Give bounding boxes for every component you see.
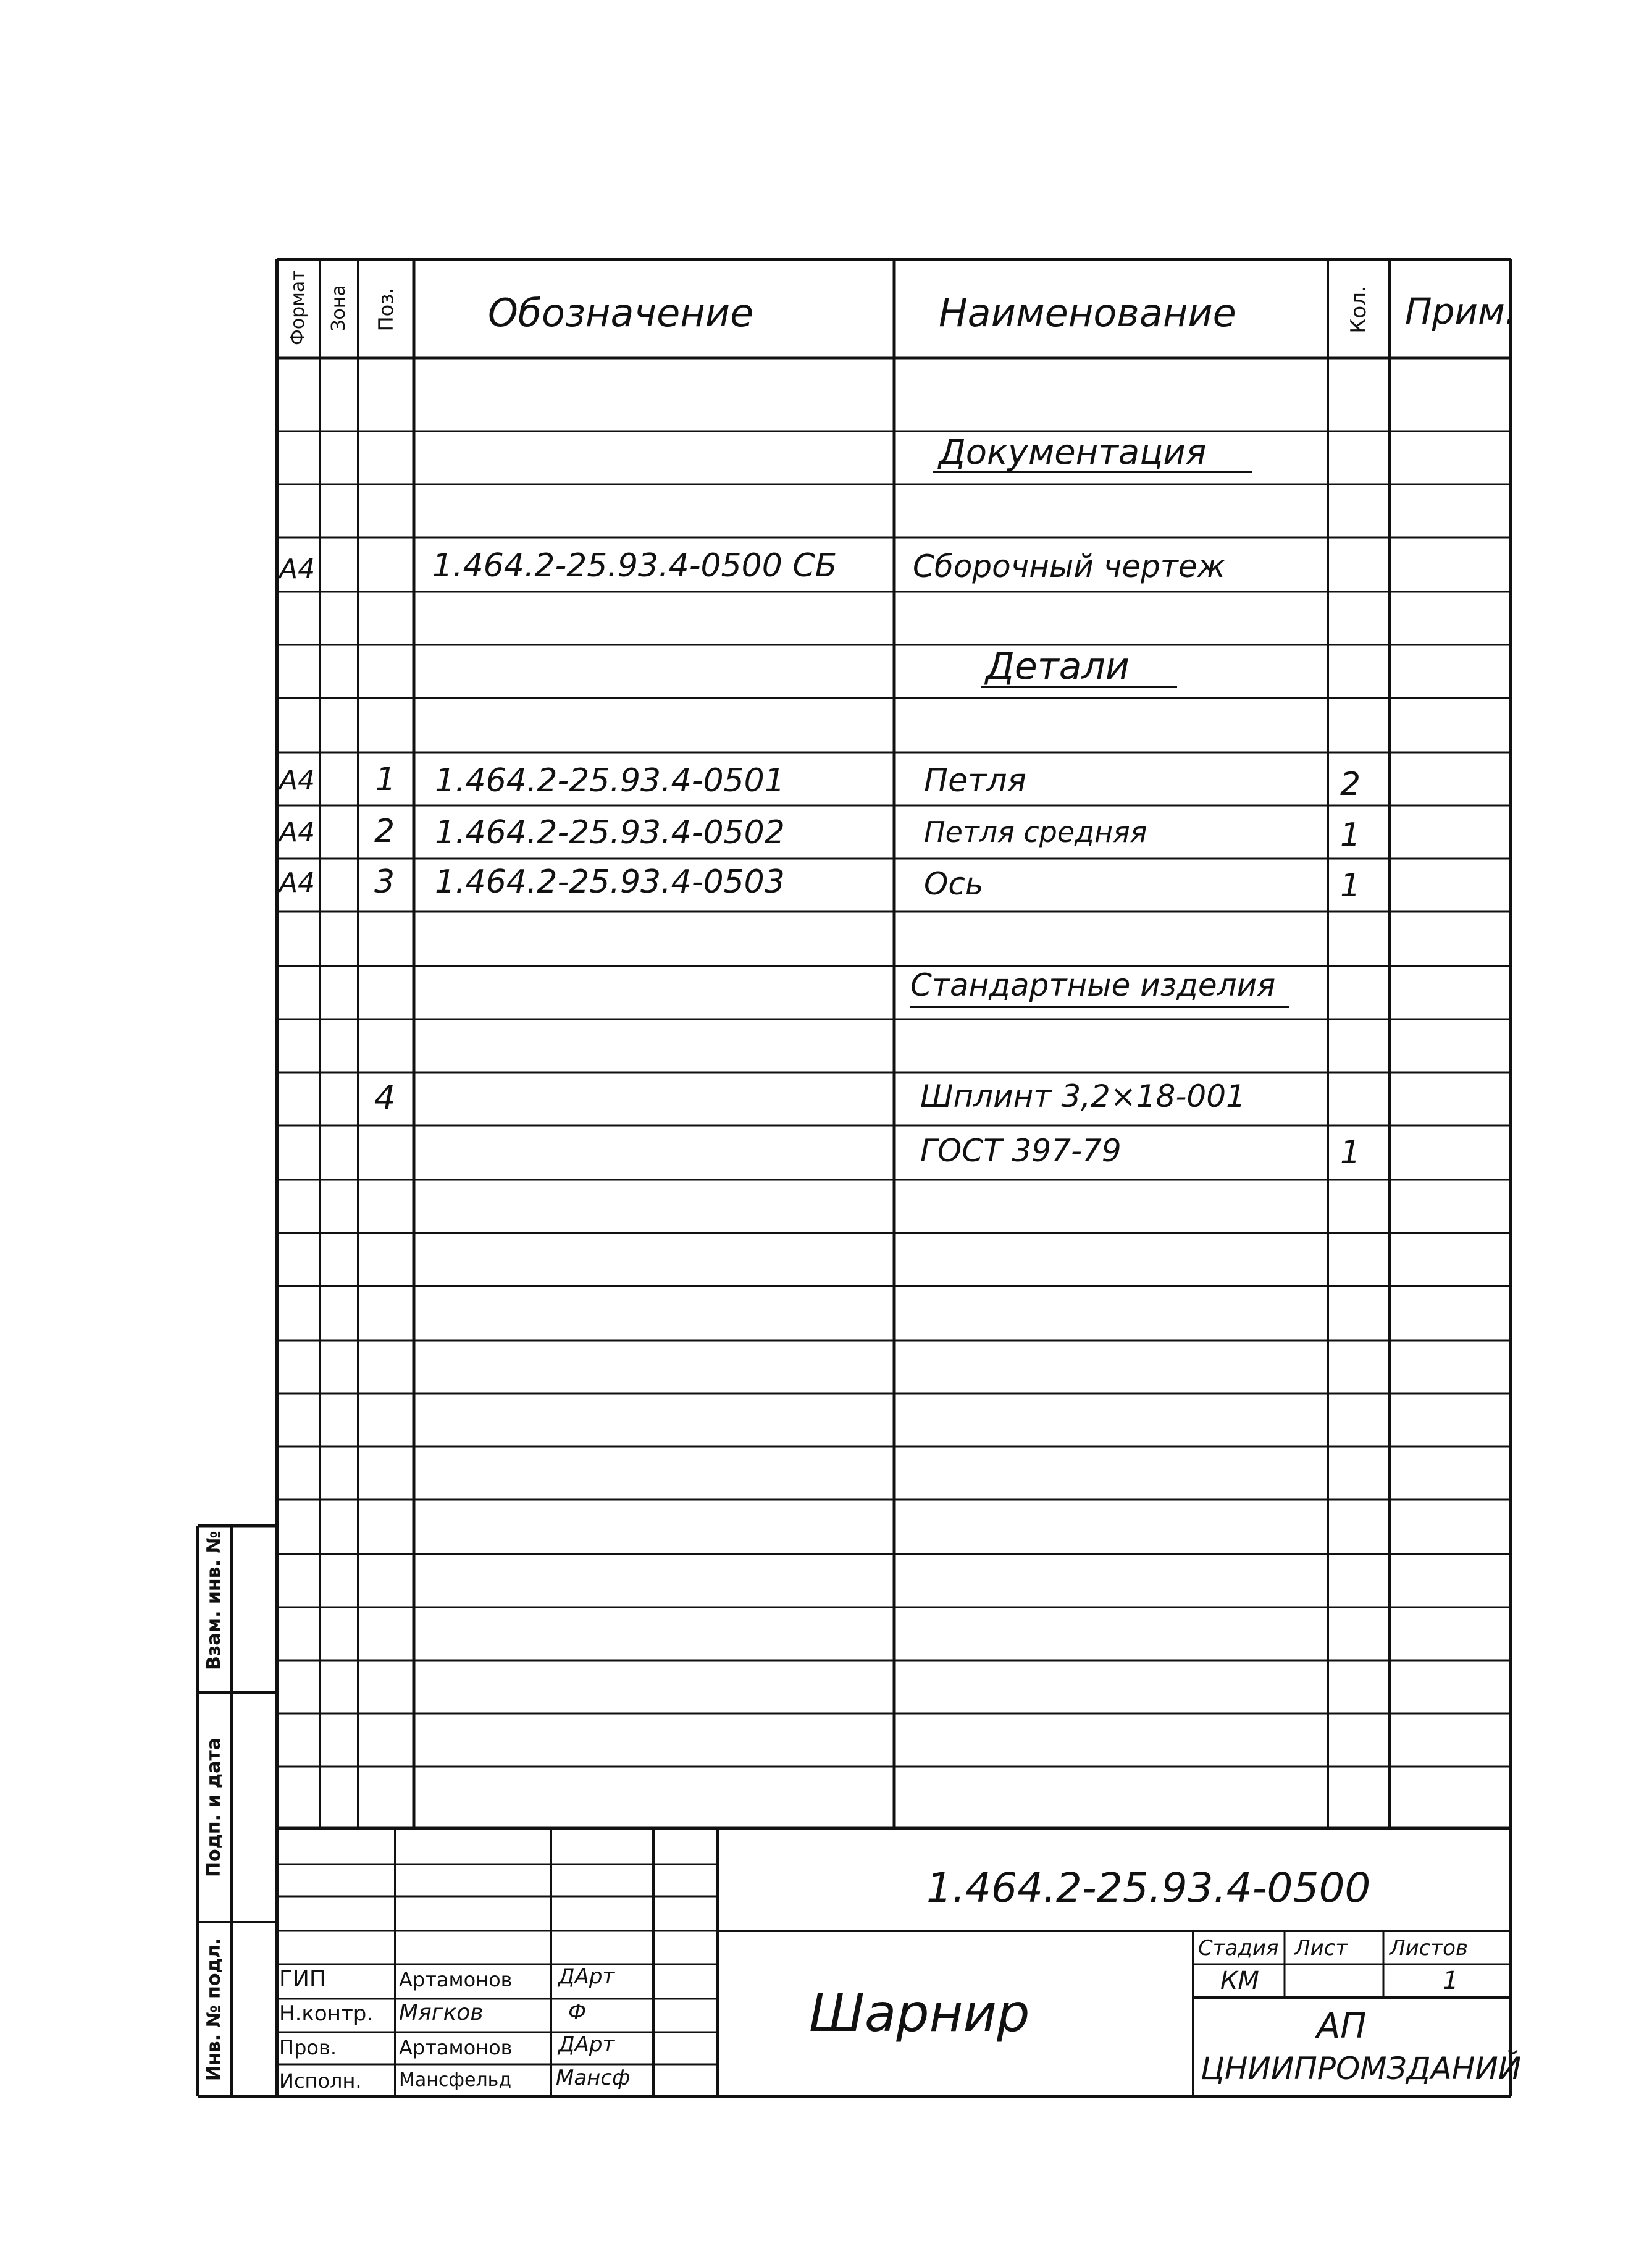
stage-value: КМ bbox=[1220, 1967, 1259, 1995]
side-stamp-inv-original: Инв. № подл. bbox=[203, 1937, 225, 2082]
role-person-name: Артамонов bbox=[399, 2036, 513, 2059]
doc-format: А4 bbox=[279, 553, 316, 585]
stage-label: Стадия bbox=[1198, 1936, 1279, 1961]
role-person-name: Артамонов bbox=[399, 1968, 513, 1991]
sheets-value: 1 bbox=[1443, 1967, 1459, 1995]
std1-name-line2: ГОСТ 397-79 bbox=[920, 1133, 1122, 1169]
sheet-label: Лист bbox=[1294, 1936, 1348, 1961]
header-pos: Поз. bbox=[374, 287, 398, 332]
role-signature: ДАрт bbox=[558, 2032, 615, 2057]
part3-qty: 1 bbox=[1340, 867, 1361, 904]
part2-pos: 2 bbox=[374, 813, 395, 850]
organization-line1: АП bbox=[1317, 2006, 1367, 2046]
part2-qty: 1 bbox=[1340, 817, 1361, 854]
role-label: Н.контр. bbox=[279, 2001, 374, 2026]
part3-name: Ось bbox=[924, 866, 984, 902]
side-stamp-sign-date: Подп. и дата bbox=[203, 1737, 225, 1878]
side-stamp-swap-inv: Взам. инв. № bbox=[203, 1531, 225, 1670]
part3-format: А4 bbox=[279, 867, 316, 899]
document-code: 1.464.2-25.93.4-0500 bbox=[926, 1864, 1371, 1912]
section-heading-documentation: Документация bbox=[939, 432, 1207, 473]
part1-designation: 1.464.2-25.93.4-0501 bbox=[435, 762, 785, 799]
header-designation: Обозначение bbox=[488, 290, 754, 335]
role-signature: Мансф bbox=[556, 2066, 631, 2090]
header-format: Формат bbox=[287, 270, 309, 345]
std1-qty: 1 bbox=[1340, 1134, 1361, 1171]
part2-format: А4 bbox=[279, 817, 316, 848]
part2-name: Петля средняя bbox=[924, 815, 1147, 849]
role-person-name: Мансфельд bbox=[399, 2069, 512, 2091]
part3-designation: 1.464.2-25.93.4-0503 bbox=[435, 864, 785, 901]
role-person-name: Мягков bbox=[399, 2000, 484, 2025]
doc-designation: 1.464.2-25.93.4-0500 СБ bbox=[432, 547, 837, 584]
header-qty: Кол. bbox=[1346, 285, 1371, 334]
part1-format: А4 bbox=[279, 765, 316, 796]
header-zone: Зона bbox=[328, 285, 350, 332]
std1-name-line1: Шплинт 3,2×18-001 bbox=[920, 1078, 1246, 1114]
role-label: ГИП bbox=[279, 1967, 326, 1992]
part1-name: Петля bbox=[924, 762, 1026, 799]
part2-designation: 1.464.2-25.93.4-0502 bbox=[435, 814, 785, 851]
part1-qty: 2 bbox=[1340, 766, 1361, 803]
role-label: Пров. bbox=[279, 2036, 337, 2059]
role-signature: Ф bbox=[568, 2000, 587, 2025]
header-name: Наименование bbox=[939, 290, 1236, 335]
sheets-label: Листов bbox=[1390, 1936, 1469, 1961]
section-heading-standard: Стандартные изделия bbox=[910, 967, 1276, 1003]
role-signature: ДАрт bbox=[558, 1964, 615, 1989]
part1-pos: 1 bbox=[375, 761, 396, 798]
header-note: Прим. bbox=[1405, 290, 1517, 332]
section-heading-parts: Детали bbox=[986, 645, 1130, 688]
part3-pos: 3 bbox=[374, 864, 395, 901]
doc-name: Сборочный чертеж bbox=[913, 548, 1225, 584]
role-label: Исполн. bbox=[279, 2069, 362, 2093]
organization-line2: ЦНИИПРОМЗДАНИЙ bbox=[1201, 2051, 1522, 2087]
std1-pos: 4 bbox=[374, 1078, 396, 1117]
drawing-title: Шарнир bbox=[809, 1983, 1030, 2043]
